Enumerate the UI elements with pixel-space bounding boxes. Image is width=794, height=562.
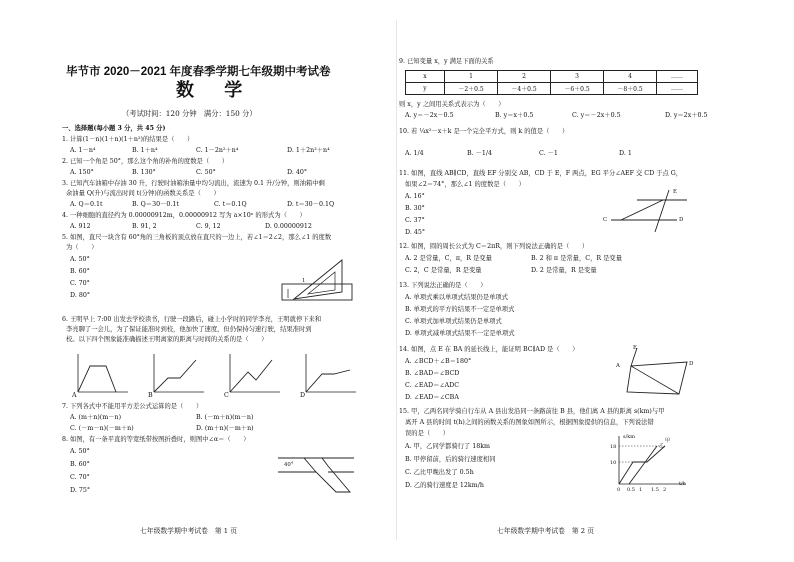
- q15-series-yi: [629, 446, 657, 484]
- table-cell: －8＋0.5: [604, 83, 657, 95]
- q2-opt-d: D. 40°: [287, 169, 307, 176]
- q14-text: 14. 如图，点 E 在 BA 的延长线上，能证明 BC∥AD 是（ ）: [399, 346, 579, 353]
- q6-text-line3: 校。以下四个图象能准确描述王明离家的距离与时间的关系的是（ ）: [66, 336, 268, 343]
- table-cell: 3: [551, 71, 604, 83]
- q15-opt-a: A. 甲，乙同学都骑行了 18km: [405, 443, 491, 450]
- q6-graph-a: [72, 352, 132, 398]
- q7-text: 7. 下列各式中不能用平方差公式运算的是（ ）: [62, 403, 203, 410]
- q5-opt-a: A. 50°: [70, 256, 90, 263]
- q15-text-line2: 离开 A 县的时间 t(h)之间的函数关系的图象如图所示，根据图象提供的信息，下列说法错: [405, 419, 654, 426]
- q8-opt-a: A. 50°: [70, 448, 90, 455]
- q14-point-e-label: E: [633, 345, 637, 351]
- subject-heading: 数 学: [176, 80, 255, 101]
- q3-opt-d: D. t＝30－0.1Q: [287, 201, 335, 208]
- q9-table: [405, 70, 698, 95]
- q11-text-line2: 如果∠2＝74°，那么∠1 的度数是（ ）: [405, 181, 525, 188]
- q15-series-label-jia: 甲: [665, 438, 671, 444]
- table-cell: y: [406, 83, 445, 95]
- footer-page-1: 七年级数学期中考试卷 第 1 页: [140, 527, 238, 535]
- q6-graph-b: [148, 352, 208, 398]
- q15-xtick-1: 1: [639, 487, 643, 493]
- q15-opt-c: C. 乙比甲晚出发了 0.5h: [405, 469, 474, 476]
- q3-opt-b: B. Q＝30－0.1t: [132, 201, 179, 208]
- q11-opt-b: B. 30°: [405, 205, 425, 212]
- table-cell: ……: [657, 83, 698, 95]
- q15-xtick-0-5: 0.5: [627, 487, 635, 493]
- q4-opt-b: B. 91, 2: [132, 223, 157, 230]
- table-cell: ……: [657, 71, 698, 83]
- q6-graph-c: [224, 352, 284, 398]
- q7-opt-a: A. (m＋n)(m－n): [70, 414, 122, 421]
- q5-figure-label: 1: [302, 278, 306, 284]
- q15-text-line3: 误的是（ ）: [405, 430, 450, 437]
- q10-opt-b: B. －1/4: [467, 150, 493, 157]
- q11-opt-c: C. 37°: [405, 217, 425, 224]
- q15-xlabel: t/h: [679, 481, 686, 487]
- q14-figure-quadrilateral: [623, 344, 695, 402]
- exam-title: 毕节市 2020－2021 年度春季学期七年级期中考试卷: [66, 66, 331, 78]
- q5-text-line2: 为（ ）: [66, 244, 98, 251]
- q9-opt-b: B. y＝x＋0.5: [495, 112, 534, 119]
- q15-series-jia: [619, 446, 665, 484]
- q15-xtick-0: 0: [617, 487, 621, 493]
- q7-opt-d: D. (m＋n)(－m＋n): [196, 425, 254, 432]
- q1-opt-c: C. 1－2n²＋n⁴: [196, 147, 239, 154]
- q8-text: 8. 如图，有一条平直的等宽纸带按图折叠时，则图中∠α＝（ ）: [62, 436, 250, 443]
- table-cell: 2: [498, 71, 551, 83]
- table-cell: 4: [604, 71, 657, 83]
- q11-opt-a: A. 16°: [405, 193, 425, 200]
- q12-text: 12. 如图，圆的周长公式为 C＝2πR，则下列说法正确的是（ ）: [399, 243, 589, 250]
- q3-opt-a: A. Q＝0.1t: [70, 201, 103, 208]
- q14-opt-b: B. ∠BAD＝∠BCD: [405, 370, 460, 377]
- q1-opt-a: A. 1－n⁴: [70, 147, 96, 154]
- q6-graph-label-a: A: [72, 392, 77, 399]
- q9-opt-a: A. y＝－2x－0.5: [405, 112, 454, 119]
- q9-text: 9. 已知变量 x，y 满足下面的关系: [399, 58, 494, 65]
- q13-opt-c: C. 单项式加单项式结果仍是单项式: [405, 318, 502, 325]
- q7-opt-b: B. (－m＋n)(m－n): [196, 414, 254, 421]
- q8-figure-angle-label: 40°: [284, 462, 294, 468]
- q10-text: 10. 若 ¼x²－x＋k 是一个完全平方式，则 k 的值是（ ）: [399, 128, 569, 135]
- q12-opt-b: B. 2 和 π 是常量，C，R 是变量: [531, 255, 623, 262]
- table-cell: －2＋0.5: [445, 83, 498, 95]
- q2-opt-c: C. 50°: [196, 169, 216, 176]
- q14-opt-c: C. ∠EAD＝∠ADC: [405, 382, 460, 389]
- q6-text-line1: 6. 王明早上 7:00 出发去学校读书，行驶一段路后，碰上小学时的同学李亮，王明就停下来和: [62, 316, 322, 323]
- q15-figure-distance-time-graph: [609, 434, 689, 492]
- q3-text-line1: 3. 已知汽车油箱中存油 30 升，行驶时油箱油量中均匀流出，流速为 0.1 升/分钟，则油箱中剩: [62, 180, 325, 187]
- q13-opt-b: B. 单项式的平方的结果不一定是单项式: [405, 306, 515, 313]
- q14-opt-d: D. ∠EAD＝∠CBA: [405, 394, 459, 401]
- table-cell: －6＋0.5: [551, 83, 604, 95]
- q5-opt-b: B. 60°: [70, 268, 90, 275]
- q13-opt-d: D. 单项式减单项式结果不一定是单项式: [405, 330, 515, 337]
- q1-opt-b: B. 1＋n⁴: [132, 147, 158, 154]
- q5-text-line1: 5. 如图，直尺一块含有 60°角的三角板的顶点放在直尺的一边上，若∠1＝2∠2，那么∠1 的度数: [62, 234, 332, 241]
- q15-series-label-yi: 乙: [659, 443, 665, 449]
- section-heading: 一、选择题(每小题 3 分，共 45 分): [62, 125, 166, 132]
- q9-opt-c: C. y＝－2x＋0.5: [572, 112, 621, 119]
- q15-xtick-1-5: 1.5: [651, 487, 659, 493]
- q13-opt-a: A. 单项式乘以单项式结果仍是单项式: [405, 294, 509, 301]
- q4-opt-a: A. 912: [70, 223, 91, 230]
- exam-info: （考试时间：120 分钟 满分：150 分）: [122, 109, 257, 118]
- q14-point-d-label: D: [689, 361, 694, 367]
- footer-page-2: 七年级数学期中考试卷 第 2 页: [497, 527, 595, 535]
- q6-graph-label-c: C: [224, 392, 229, 399]
- q15-opt-b: B. 甲停留前，后的骑行速度相同: [405, 456, 496, 463]
- q8-figure-folded-strip: [276, 448, 356, 494]
- q15-opt-d: D. 乙的骑行速度是 12km/h: [405, 482, 484, 489]
- q3-opt-c: C. t＝0.1Q: [214, 201, 247, 208]
- q11-text-line1: 11. 如图，直线 AB∥CD，直线 EF 分别交 AB，CD 于 E，F 两点，EG 平分∠AEF 交 CD 于点 G，: [399, 170, 683, 177]
- q12-opt-a: A. 2 是常量，C，π，R 是变量: [405, 255, 492, 262]
- q15-xtick-2: 2: [663, 487, 667, 493]
- page-2: [397, 0, 794, 562]
- q12-opt-d: D. 2 是常量，R 是变量: [531, 267, 597, 274]
- q2-opt-a: A. 150°: [70, 169, 94, 176]
- q7-opt-c: C. (－m－n)(－m＋n): [70, 425, 134, 432]
- q14-opt-a: A. ∠BCD＋∠B＝180°: [405, 358, 472, 365]
- q11-point-e-label: E: [673, 189, 677, 195]
- q12-opt-c: C. 2，C 是常量，R 是变量: [405, 267, 482, 274]
- q15-ytick-18: 18: [610, 444, 617, 450]
- q15-ylabel: s/km: [623, 434, 636, 440]
- q11-point-d-label: D: [679, 217, 684, 223]
- q8-opt-d: D. 75°: [70, 487, 90, 494]
- q14-point-a-label: A: [616, 363, 620, 369]
- q10-opt-d: D. 1: [619, 150, 632, 157]
- table-cell: x: [406, 71, 445, 83]
- q4-opt-d: D. 0.00000912: [265, 223, 312, 230]
- q4-text: 4. 一种细胞的直径约为 0.00000912m，0.00000912 写为 a×10ⁿ 的形式为（ ）: [62, 212, 306, 219]
- q8-opt-c: C. 70°: [70, 474, 90, 481]
- q11-point-c-label: C: [603, 217, 608, 223]
- table-row: [406, 71, 698, 83]
- q6-graph-label-b: B: [148, 392, 153, 399]
- q9-question: 则 x，y 之间用关系式表示为（ ）: [399, 101, 505, 108]
- q1-text: 1. 计算(1－n)(1＋n)(1＋n²)的结果是（ ）: [62, 136, 194, 143]
- q6-graph-d: [300, 352, 360, 398]
- q5-figure-ruler-triangle: [280, 252, 356, 306]
- q10-opt-a: A. 1/4: [405, 150, 424, 157]
- q15-text-line1: 15. 甲，乙两名同学骑自行车从 A 县出发沿同一条路前往 B 县，他们离 A 县的距离 s(km)与甲: [399, 408, 665, 415]
- table-cell: －4＋0.5: [498, 83, 551, 95]
- q13-text: 13. 下列说法正确的是（ ）: [399, 282, 487, 289]
- table-cell: 1: [445, 71, 498, 83]
- q9-opt-d: D. y＝2x＋0.5: [665, 112, 708, 119]
- q8-opt-b: B. 60°: [70, 461, 90, 468]
- q2-text: 2. 已知一个角是 50°，那么这个角的补角的度数是（ ）: [62, 158, 229, 165]
- q5-opt-d: D. 80°: [70, 292, 90, 299]
- q3-text-line2: 余油量 Q(升)与流出时间 t(分钟)的函数关系是（ ）: [66, 190, 220, 197]
- q6-text-line2: 李亮聊了一会儿，为了保证能准时到校，他加快了速度，但仍保持匀速行驶，结果准时到: [66, 326, 312, 333]
- q6-graph-label-d: D: [300, 392, 306, 399]
- q4-opt-c: C. 9, 12: [196, 223, 221, 230]
- q2-opt-b: B. 130°: [132, 169, 156, 176]
- q15-ytick-10: 10: [610, 460, 617, 466]
- table-row: [406, 83, 698, 95]
- q11-opt-d: D. 45°: [405, 229, 425, 236]
- q1-opt-d: D. 1＋2n²＋n⁴: [287, 147, 330, 154]
- q5-opt-c: C. 70°: [70, 280, 90, 287]
- q10-opt-c: C. －1: [539, 150, 558, 157]
